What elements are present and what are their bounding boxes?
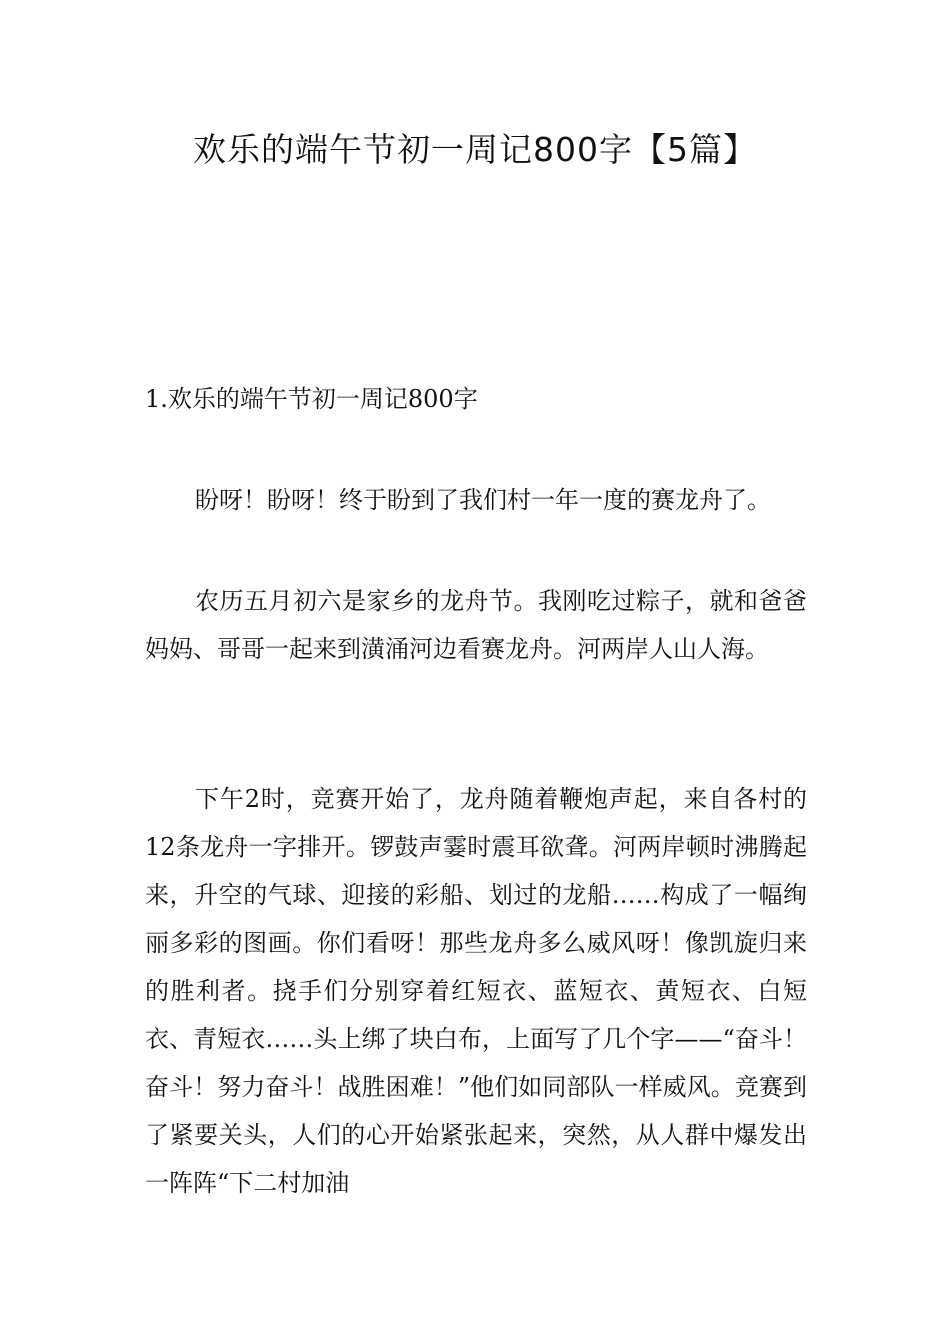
paragraph-2: 农历五月初六是家乡的龙舟节。我刚吃过粽子，就和爸爸妈妈、哥哥一起来到潢涌河边看赛龙舟。河两岸人山人海。 — [145, 587, 807, 663]
document-title: 欢乐的端午节初一周记800字【5篇】 — [193, 130, 757, 169]
paragraph-1: 盼呀！盼呀！终于盼到了我们村一年一度的赛龙舟了。 — [195, 486, 771, 514]
paragraph-3: 下午2时，竞赛开始了，龙舟随着鞭炮声起，来自各村的12条龙舟一字排开。锣鼓声霎时震耳欲聋。河两岸顿时沸腾起来，升空的气球、迎接的彩船、划过的龙船……构成了一幅绚丽多彩的图画。你们看呀！那些龙舟多么威风呀！像凯旋归来的胜利者。挠手们分别穿着红短衣、蓝短衣、黄短衣、白短衣、青短衣……头上绑了块白布，上面写了几个字——“奋斗！奋斗！努力奋斗！战胜困难！”他们如同部队一样威风。竞赛到了紧要关头，人们的心开始紧张起来，突然，从人群中爆发出一阵阵“下二村加油 — [145, 785, 807, 1197]
section-heading: 1.欢乐的端午节初一周记800字 — [145, 385, 478, 413]
